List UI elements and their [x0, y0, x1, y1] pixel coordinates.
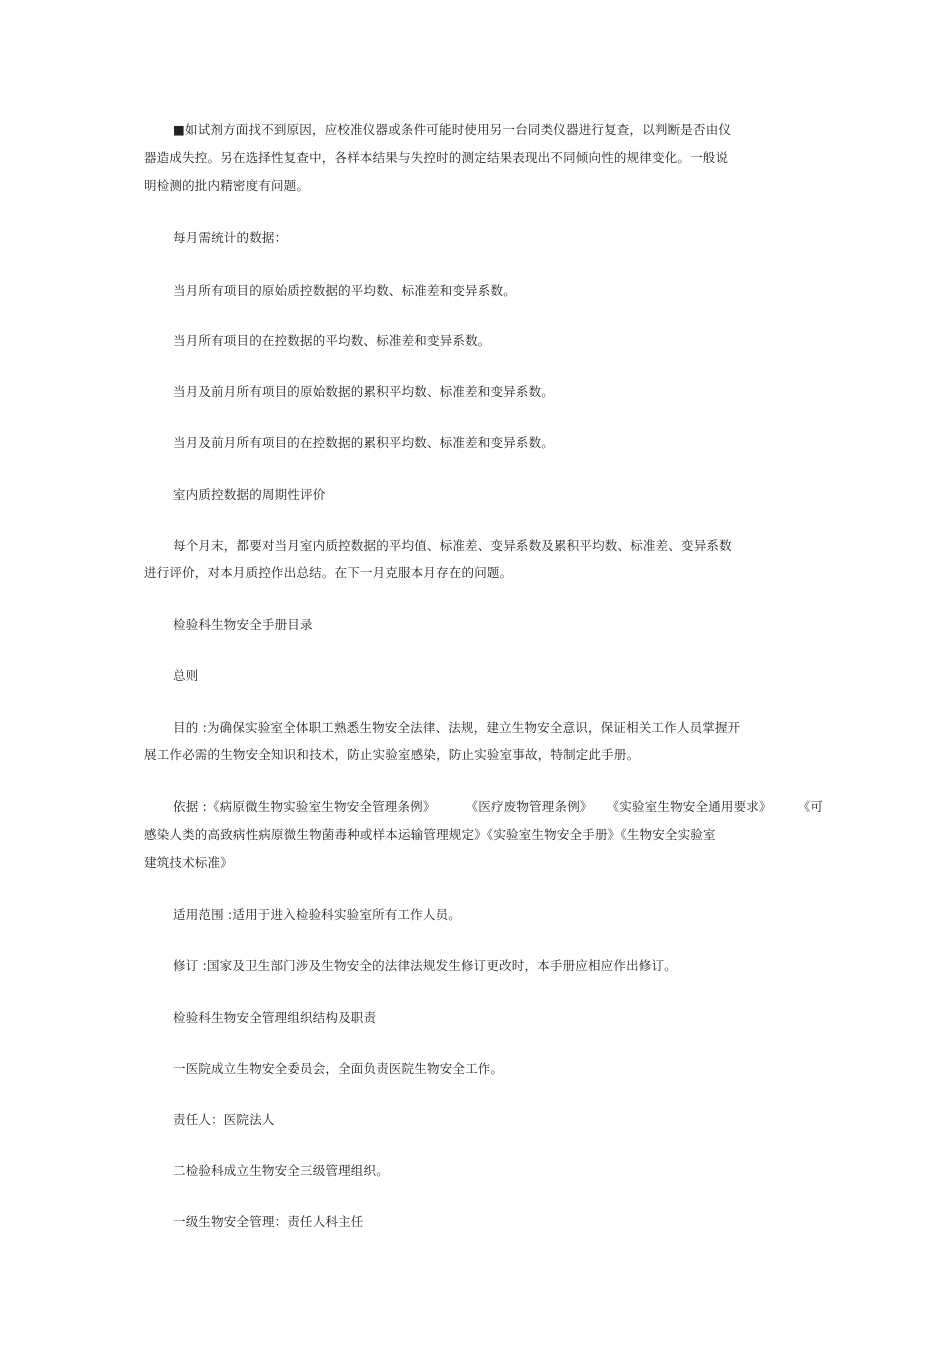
basis-item: 依据 :《病原微生物实验室生物安全管理条例》 — [173, 799, 436, 814]
paragraph-line: 感染人类的高致病性病原微生物菌毒种或样本运输管理规定》《实验室生物安全手册》《生物安全实验室 — [144, 827, 716, 842]
section-heading: 室内质控数据的周期性评价 — [173, 487, 326, 502]
paragraph-line: 一医院成立生物安全委员会，全面负责医院生物安全工作。 — [173, 1061, 504, 1076]
paragraph-line: 建筑技术标准》 — [144, 855, 233, 870]
list-item: 当月所有项目的原始质控数据的平均数、标准差和变异系数。 — [173, 283, 516, 298]
paragraph-line: 展工作必需的生物安全知识和技术，防止实验室感染，防止实验室事故，特制定此手册。 — [144, 747, 640, 762]
paragraph-line: 一级生物安全管理：责任人科主任 — [173, 1214, 364, 1229]
paragraph-line: 明检测的批内精密度有问题。 — [144, 178, 310, 193]
paragraph-line: 修订 :国家及卫生部门涉及生物安全的法律法规发生修订更改时，本手册应相应作出修订。 — [173, 958, 677, 973]
list-item: 当月及前月所有项目的原始数据的累积平均数、标准差和变异系数。 — [173, 384, 555, 399]
basis-item: 《医疗废物管理条例》 — [465, 799, 593, 814]
paragraph-line: ■如试剂方面找不到原因，应校准仪器或条件可能时使用另一台同类仪器进行复查，以判断是否由仪 — [173, 122, 732, 137]
section-heading: 检验科生物安全手册目录 — [173, 617, 313, 632]
basis-item: 《可 — [797, 799, 824, 814]
list-item: 当月所有项目的在控数据的平均数、标准差和变异系数。 — [173, 333, 491, 348]
list-item: 当月及前月所有项目的在控数据的累积平均数、标准差和变异系数。 — [173, 435, 555, 450]
paragraph-line: 目的 :为确保实验室全体职工熟悉生物安全法律、法规，建立生物安全意识，保证相关工作人员掌握开 — [173, 720, 741, 735]
section-heading: 总则 — [173, 668, 199, 683]
paragraph-line: 二检验科成立生物安全三级管理组织。 — [173, 1163, 389, 1178]
paragraph-line: 责任人：医院法人 — [173, 1112, 275, 1127]
basis-item: 《实验室生物安全通用要求》 — [606, 799, 772, 814]
paragraph-line: 每个月末，都要对当月室内质控数据的平均值、标准差、变异系数及累积平均数、标准差、变异系数 — [173, 538, 732, 553]
paragraph-line — [173, 799, 823, 815]
paragraph-line: 适用范围 :适用于进入检验科实验室所有工作人员。 — [173, 907, 461, 922]
paragraph-line: 进行评价，对本月质控作出总结。在下一月克服本月存在的问题。 — [144, 565, 513, 580]
paragraph-line: 器造成失控。另在选择性复查中，各样本结果与失控时的测定结果表现出不同倾向性的规律变化。一般说 — [144, 150, 729, 165]
section-heading: 每月需统计的数据： — [173, 230, 288, 245]
section-heading: 检验科生物安全管理组织结构及职责 — [173, 1010, 377, 1025]
